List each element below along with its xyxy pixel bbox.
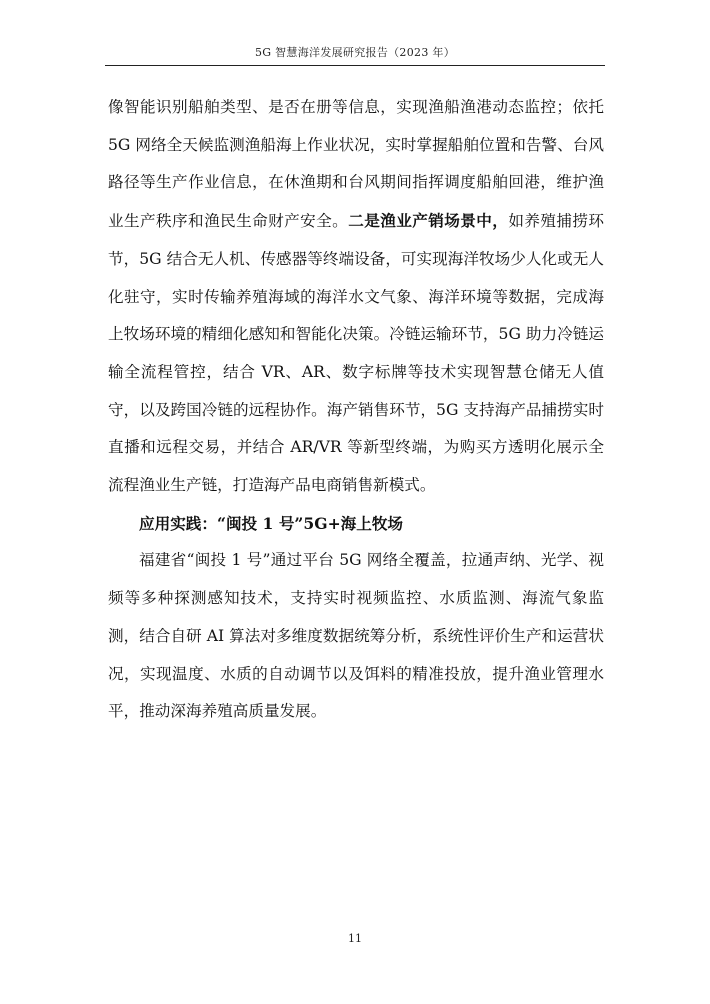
page-body [108,89,604,731]
header-divider [105,65,605,66]
page-number: 11 [348,932,362,945]
paragraph-text: 像智能识别船舶类型、是否在册等信息，实现渔船渔港动态监控；依托 5G 网络全天候监测渔船海上作业状况，实时掌握船舶位置和告警、台风路径等生产作业信息，在休渔期和台风期间指挥调度船舶回港，维护渔业生产秩序和渔民生命财产安全。 [108,98,604,231]
paragraph-case-study: 福建省“闽投 1 号”通过平台 5G 网络全覆盖，拉通声纳、光学、视频等多种探测感知技术，支持实时视频监控、水质监测、海流气象监测，结合自研 AI 算法对多维度数据统筹分析，系统性评价生产和运营状况，实现温度、水质的自动调节以及饵料的精准投放，提升渔业管理水平，推动深海养殖高质量发展。 [108,551,604,721]
case-study-heading: 应用实践：“闽投 1 号”5G+海上牧场 [139,513,404,533]
report-title: 5G 智慧海洋发展研究报告（2023 年） [254,46,456,59]
bold-phrase: 二是渔业产销场景中， [348,211,509,231]
page-header [0,44,710,60]
paragraph-fishery-scenarios [108,89,604,505]
paragraph-text: 如养殖捕捞环节，5G 结合无人机、传感器等终端设备，可实现海洋牧场少人化或无人化驻守，实时传输养殖海域的海洋水文气象、海洋环境等数据，完成海上牧场环境的精细化感知和智能化决策。冷链运输环节，5G 助力冷链运输全流程管控，结合 VR、AR、数字标牌等技术实现智慧仓储无人值守，以及跨国冷链的远程协作。海产销售环节，5G 支持海产品捕捞实时直播和远程交易，并结合 AR/VR 等新型终端，为购买方透明化展示全流程渔业生产链，打造海产品电商销售新模式。 [108,212,604,495]
